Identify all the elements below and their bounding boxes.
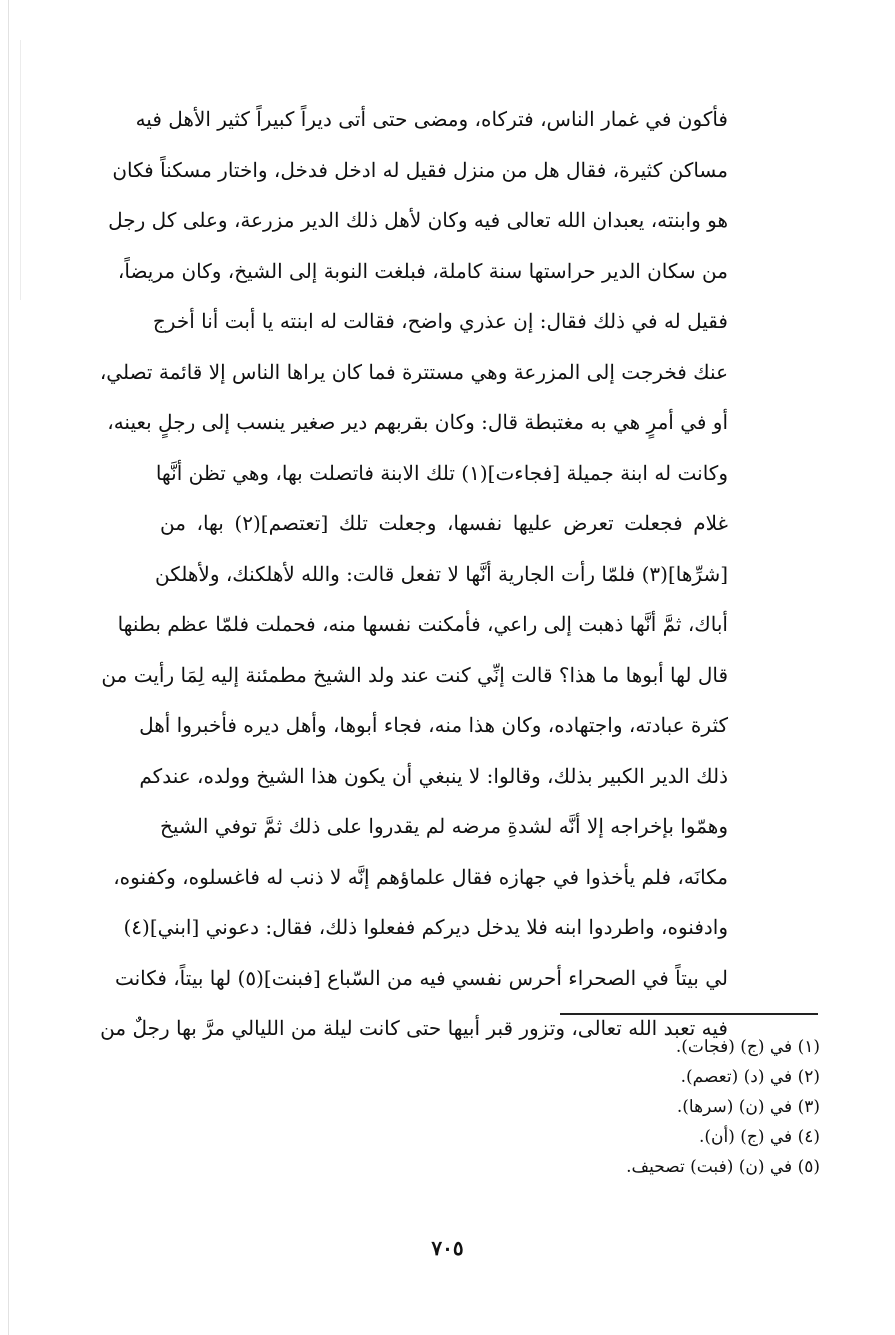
text-line: وهمّوا بإخراجه إلا أنَّه لشدةِ مرضه لم يقدروا على ذلك ثمَّ توفي الشيخ [160, 814, 728, 838]
text-line: عنك فخرجت إلى المزرعة وهي مستترة فما كان يراها الناس إلا قائمة تصلي، [99, 359, 728, 384]
text-line: ذلك الدير الكبير بذلك، وقالوا: لا ينبغي أن يكون هذا الشيخ وولده، عندكم [139, 763, 728, 788]
footnotes [420, 1032, 820, 1182]
text-line: لي بيتاً في الصحراء أحرس نفسي فيه من السّباع [فبنت](٥) لها بيتاً، فكانت [114, 965, 728, 990]
page-number: ٧٠٥ [431, 1236, 464, 1260]
footnote: (٢) في (د) (تعصم). [680, 1067, 820, 1087]
body-text [99, 94, 728, 1054]
text-line: مساكن كثيرة، فقال هل من منزل فقيل له ادخل فدخل، واختار مسكناً فكان [112, 157, 728, 182]
text-line: أباك، ثمَّ أنَّها ذهبت إلى راعي، فأمكنت نفسها منه، فحملت فلمّا عظم بطنها [117, 612, 728, 636]
footnote: (٤) في (ج) (أن). [698, 1127, 820, 1147]
scan-edge-mark [8, 0, 9, 1335]
text-line: غلام فجعلت تعرض عليها نفسها، وجعلت تلك [تعتصم](٢) بها، من [160, 511, 728, 535]
text-line: من سكان الدير حراستها سنة كاملة، فبلغت النوبة إلى الشيخ، وكان مريضاً، [117, 258, 728, 283]
text-line: فيه تعبد الله تعالى، وتزور قبر أبيها حتى كانت ليلة من الليالي مرَّ بها رجلٌ من [100, 1016, 728, 1040]
text-line: [شرِّها](٣) فلمّا رأت الجارية أنَّها لا تفعل قالت: والله لأهلكنك، ولأهلكن [154, 561, 728, 586]
text-line: مكانَه، فلم يأخذوا في جهازه فقال علماؤهم إنَّه لا ذنب له فاغسلوه، وكفنوه، [113, 864, 728, 889]
text-line: قال لها أبوها ما هذا؟ قالت إنِّي كنت عند ولد الشيخ مطمئنة إليه لِمَا رأيت من [101, 662, 728, 687]
scan-edge-mark [20, 40, 21, 300]
text-line: وادفنوه، واطردوا ابنه فلا يدخل ديركم ففعلوا ذلك، فقال: دعوني [ابني](٤) [123, 915, 728, 939]
text-line: فقيل له في ذلك فقال: إن عذري واضح، فقالت له ابنته يا أبت أنا أخرج [152, 309, 728, 333]
footnote: (٥) في (ن) (فبت) تصحيف. [626, 1157, 820, 1177]
text-line: كثرة عبادته، واجتهاده، وكان هذا منه، فجاء أبوها، وأهل ديره فأخبروا أهل [139, 713, 728, 737]
text-line: أو في أمرٍ هي به مغتبطة قال: وكان بقربهم دير صغير ينسب إلى رجلٍ بعينه، [107, 410, 728, 434]
text-line: فأكون في غمار الناس، فتركاه، ومضى حتى أتى ديراً كبيراً كثير الأهل فيه [135, 107, 728, 131]
footnote: (١) في (ج) (فجات). [675, 1037, 820, 1057]
footnote: (٣) في (ن) (سرها). [676, 1097, 820, 1117]
text-line: هو وابنته، يعبدان الله تعالى فيه وكان لأهل ذلك الدير مزرعة، وعلى كل رجل [108, 208, 728, 232]
text-line: وكانت له ابنة جميلة [فجاءت](١) تلك الابنة فاتصلت بها، وهي تظن أنَّها [155, 460, 728, 485]
footnote-separator [560, 1013, 818, 1015]
